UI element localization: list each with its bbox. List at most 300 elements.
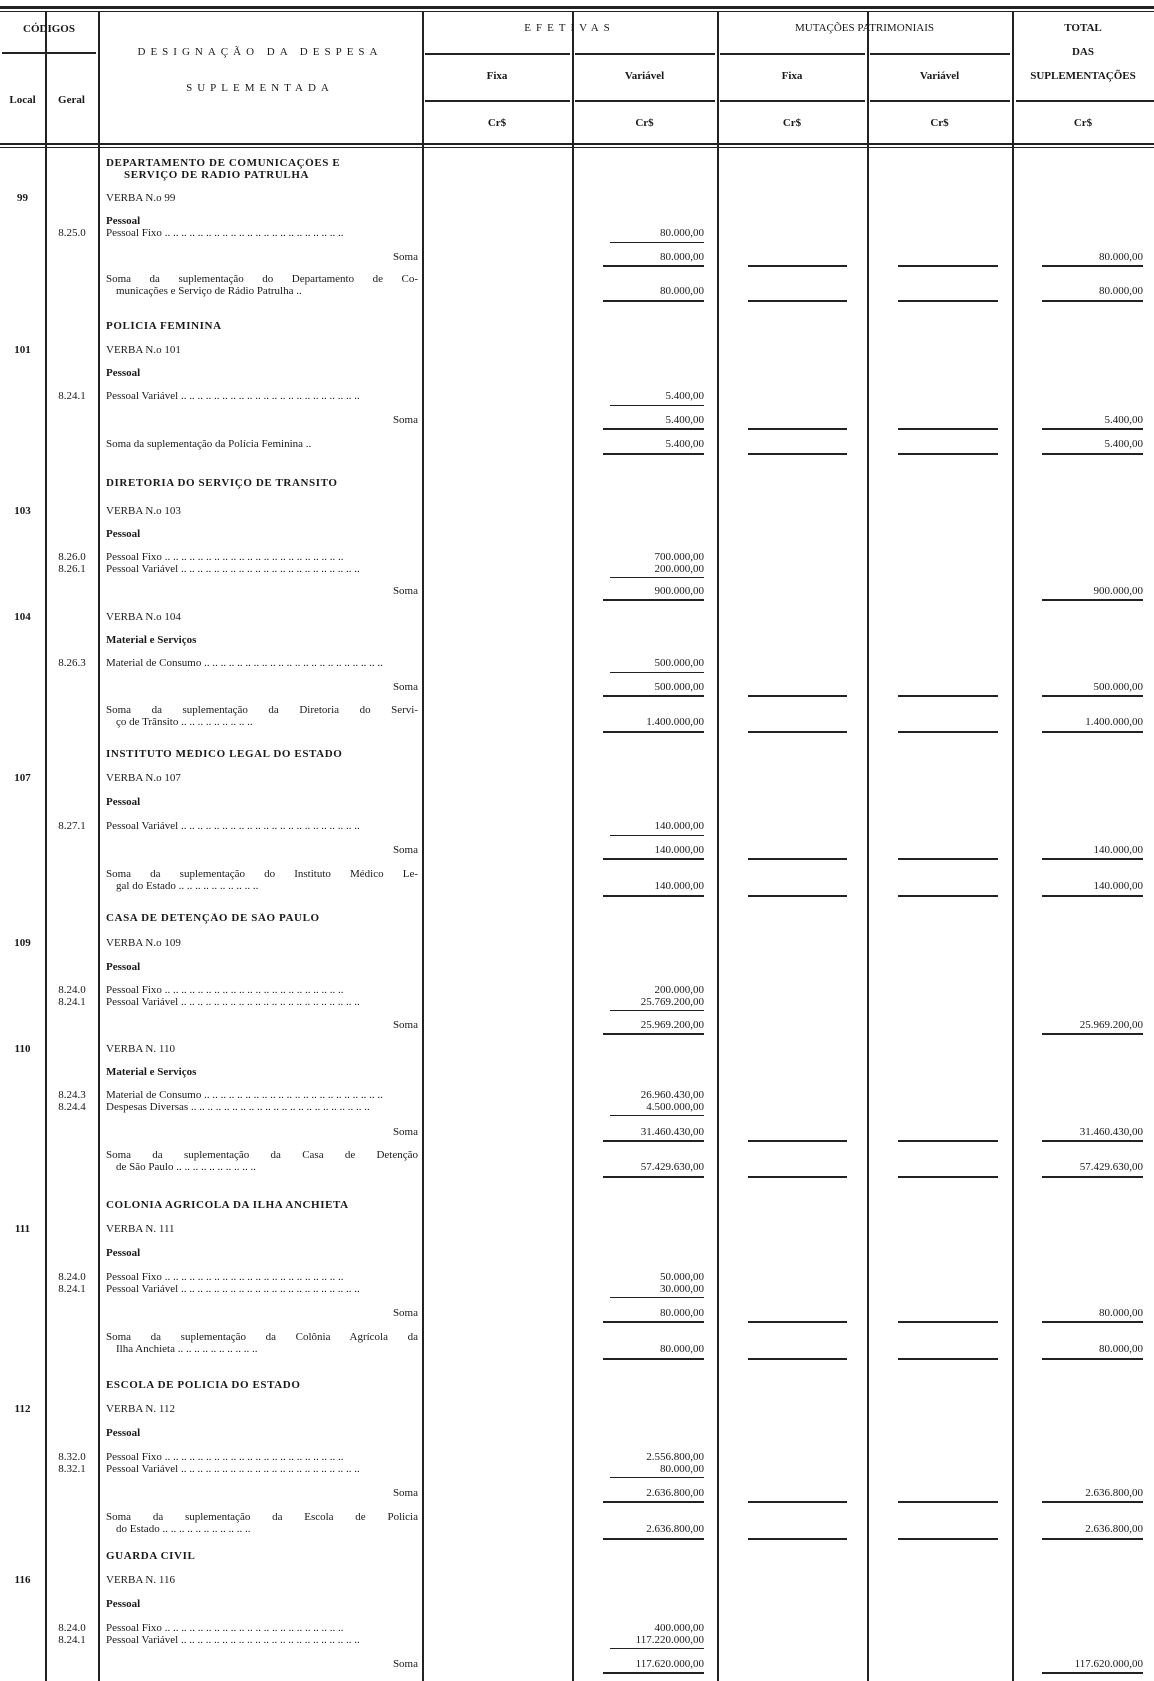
value-line: 200.000,00 [654,562,704,575]
local-code: 112 [14,1403,31,1415]
local-code: 99 [17,192,28,204]
currency-rule [720,100,865,102]
local-code: 109 [14,937,31,949]
efetiva-variavel-value [600,1344,704,1356]
total-value: 57.429.630,00 [1079,1160,1143,1173]
geral-code-line: 8.26.1 [58,562,86,575]
description [106,682,418,694]
total-value: 1.400.000,00 [1085,715,1143,728]
currency-total: Cr$ [1073,117,1093,129]
value-line: 140.000,00 [654,879,704,892]
geral-code [47,1090,97,1113]
underline-rule [748,428,847,430]
description [106,1272,418,1295]
description-line: COLONIA AGRICOLA DA ILHA ANCHIETA [106,1200,349,1211]
total-value: 80.000,00 [1099,1307,1143,1319]
description-line: Soma da suplementação do Instituto Médico Le- [106,869,418,880]
geral-code-line: 8.24.0 [58,984,86,996]
underline-rule [603,453,704,455]
description-line: Soma [392,1308,418,1319]
currency-rule [425,100,570,102]
efetiva-variavel-value [600,286,704,298]
description-line: GUARDA CIVIL [106,1551,196,1562]
underline-rule [603,1140,704,1142]
underline-rule [748,1176,847,1178]
underline-rule [1042,265,1143,267]
description-line: VERBA N.o 104 [106,612,181,623]
description [106,415,418,427]
underline-rule [603,695,704,697]
description-line: Pessoal Fixo .. .. [106,552,418,564]
description-line: municações e Serviço de Rádio Patrulha .. [116,285,302,297]
description-line: Material de Consumo .. .. [106,1090,418,1102]
description [106,1067,418,1079]
description-line: CASA DE DETENÇÃO DE SÃO PAULO [106,913,320,924]
description [106,821,418,833]
description-line: Pessoal Variável .. .. [106,1464,418,1476]
underline-rule [898,731,998,733]
underline-rule [610,1648,704,1649]
description-line: Despesas Diversas .. .. [106,1102,418,1114]
description-line: INSTITUTO MÉDICO LEGAL DO ESTADO [106,749,343,760]
total-value: 500.000,00 [1093,681,1143,693]
top-rule [0,6,1154,9]
total-value: 2.636.800,00 [1085,1522,1143,1535]
description-line: VERBA N.o 99 [106,193,176,204]
description-line: Soma [392,415,418,426]
underline-rule [748,453,847,455]
description [106,1512,418,1535]
underline-rule [748,695,847,697]
description [106,1488,418,1500]
local-code: 101 [14,344,31,356]
underline-rule [603,265,704,267]
geral-code-line: 8.26.3 [58,657,86,669]
description [106,1380,418,1392]
efetiva-variavel-value [600,228,704,240]
underline-rule [610,1477,704,1478]
description [106,1150,418,1173]
value-line: 80.000,00 [660,251,704,263]
description [106,1452,418,1475]
col-divider-efetiva-variavel [717,12,719,1681]
description-line: gal do Estado .. .. .. .. .. .. .. .. .. .. [116,880,259,892]
underline-rule [603,1501,704,1503]
value-line: 80.000,00 [660,284,704,297]
total-value: 80.000,00 [1099,251,1143,263]
total-value: 900.000,00 [1093,585,1143,597]
underline-rule [610,672,704,673]
header-designacao: DESIGNAÇÃO DA DESPESA [137,46,383,58]
description-line: Soma [392,682,418,693]
value-line: 700.000,00 [654,551,704,563]
description [106,1308,418,1320]
efetiva-variavel-value [600,1524,704,1536]
description-line: Pessoal [106,529,141,540]
underline-rule [748,1358,847,1360]
description [106,938,418,950]
header-bottom-rule [0,143,1154,145]
description [106,635,418,647]
value-line: 5.400,00 [665,438,704,450]
underline-rule [1042,695,1143,697]
description-line: Material e Serviços [106,1067,197,1078]
efetiva-variavel-value [600,1488,704,1500]
underline-rule [1042,1033,1143,1035]
col-divider-mutacao-variavel [1012,12,1014,1681]
description-line: Pessoal [106,216,141,227]
description-line: Soma [392,252,418,263]
underline-rule [603,1358,704,1360]
description-line: ço de Trânsito .. .. .. .. .. .. .. .. .. [116,716,253,728]
underline-rule [1042,895,1143,897]
underline-rule [1042,300,1143,302]
geral-code [47,1452,97,1475]
description-line: Pessoal [106,1599,141,1610]
top-rule-thin [0,11,1154,12]
value-line: 30.000,00 [660,1282,704,1295]
description [106,1332,418,1355]
underline-rule [748,895,847,897]
currency-rule [1016,100,1154,102]
description-line: Material e Serviços [106,635,197,646]
underline-rule [1042,1321,1143,1323]
efetiva-variavel-value [600,1162,704,1174]
underline-rule [603,1033,704,1035]
underline-rule [603,428,704,430]
underline-rule [898,300,998,302]
currency-mutacao-variavel: Cr$ [930,117,949,129]
geral-code-line: 8.27.1 [58,820,86,832]
description-line: VERBA N.o 109 [106,938,181,949]
col-divider-local [45,12,47,1681]
value-line: 5.400,00 [665,414,704,426]
underline-rule [603,731,704,733]
subheader-rule [425,53,570,55]
description [106,1575,418,1587]
description-line: do Estado .. .. .. .. .. .. .. .. .. .. .. [116,1523,251,1535]
underline-rule [603,300,704,302]
value-line: 2.636.800,00 [646,1487,704,1499]
underline-rule [603,858,704,860]
currency-efetiva-fixa: Cr$ [487,117,507,129]
efetiva-variavel-value [600,682,704,694]
description-line: de São Paulo .. .. .. .. .. .. .. .. .. .. [116,1161,256,1173]
underline-rule [898,1538,998,1540]
description-line: Pessoal Fixo .. .. [106,985,418,997]
description-line: Pessoal Variável .. .. [106,564,418,576]
description [106,962,418,974]
description [106,368,418,380]
underline-rule [603,1538,704,1540]
geral-code-line: 8.24.1 [58,390,86,402]
header-das: DAS [1071,46,1094,58]
underline-rule [898,1140,998,1142]
description [106,506,418,518]
efetiva-variavel-value [600,1623,704,1646]
description-line: Pessoal Variável .. .. [106,821,418,833]
description-line: Pessoal [106,368,141,379]
codigos-rule [2,52,96,54]
description [106,1090,418,1113]
underline-rule [898,695,998,697]
value-line: 4.500.000,00 [646,1100,704,1113]
underline-rule [610,577,704,578]
total-value: 80.000,00 [1099,1342,1143,1355]
description [106,1248,418,1260]
description [106,193,418,205]
description [106,1127,418,1139]
header-geral: Geral [58,94,85,106]
geral-code [47,391,97,403]
geral-code [47,658,97,670]
header-efetivas: EFETIVAS [524,22,615,34]
value-line: 400.000,00 [654,1622,704,1634]
underline-rule [1042,1358,1143,1360]
header-mutacao-variavel: Variável [919,70,960,82]
value-line: 80.000,00 [660,1307,704,1319]
description [106,658,418,670]
underline-rule [1042,1501,1143,1503]
efetiva-variavel-value [600,391,704,403]
description [106,158,418,181]
geral-code-line: 8.24.0 [58,1271,86,1283]
description-line: Pessoal Variável .. .. [106,997,418,1009]
col-divider-efetiva-fixa [572,12,574,1681]
underline-rule [610,835,704,836]
underline-rule [898,1358,998,1360]
geral-code-line: 8.32.0 [58,1451,86,1463]
efetiva-variavel-value [600,1020,704,1032]
efetiva-variavel-value [600,586,704,598]
efetiva-variavel-value [600,845,704,857]
geral-code-line: 8.24.0 [58,1622,86,1634]
description-line: Pessoal Fixo .. .. [106,1452,418,1464]
description-line: Pessoal Variável .. .. [106,1635,418,1647]
geral-code-line: 8.24.4 [58,1100,86,1113]
underline-rule [603,1176,704,1178]
local-code: 116 [14,1574,31,1586]
header-total: TOTAL [1064,22,1102,34]
geral-code-line: 8.24.3 [58,1089,86,1101]
value-line: 25.969.200,00 [640,1019,704,1031]
value-line: 25.769.200,00 [640,995,704,1008]
value-line: 50.000,00 [660,1271,704,1283]
local-code: 111 [14,1223,31,1235]
geral-code-line: 8.26.0 [58,551,86,563]
description [106,1224,418,1236]
underline-rule [610,405,704,406]
description [106,439,418,451]
value-line: 140.000,00 [654,820,704,832]
underline-rule [898,858,998,860]
value-line: 2.636.800,00 [646,1522,704,1535]
geral-code [47,1272,97,1295]
description [106,1404,418,1416]
description-line: VERBA N. 112 [106,1404,175,1415]
description-line: Soma da suplementação da Casa de Detenção [106,1150,418,1161]
underline-rule [898,453,998,455]
underline-rule [898,1321,998,1323]
col-divider-mutacao-fixa [867,12,869,1681]
efetiva-variavel-value [600,1659,704,1671]
value-line: 80.000,00 [660,227,704,239]
col-divider-geral [98,12,100,1681]
underline-rule [898,265,998,267]
local-code: 103 [14,505,31,517]
value-line: 200.000,00 [654,984,704,996]
value-line: 1.400.000,00 [646,715,704,728]
description [106,1200,418,1212]
description [106,391,418,403]
header-local: Local [9,94,36,106]
underline-rule [610,1010,704,1011]
efetiva-variavel-value [600,821,704,833]
description [106,773,418,785]
total-value: 25.969.200,00 [1079,1019,1143,1031]
currency-rule [870,100,1010,102]
value-line: 57.429.630,00 [640,1160,704,1173]
underline-rule [898,1176,998,1178]
total-value: 31.460.430,00 [1079,1126,1143,1138]
description-line: Soma da suplementação do Departamento de Co- [106,274,418,285]
description [106,913,418,925]
description-line: Pessoal Variável .. .. [106,1284,418,1296]
description-line: Soma [392,845,418,856]
geral-code [47,552,97,575]
underline-rule [1042,1538,1143,1540]
local-code: 107 [14,772,31,784]
description [106,1599,418,1611]
description-line: SERVIÇO DE RADIO PATRULHA [124,169,310,181]
efetiva-variavel-value [600,439,704,451]
description [106,1623,418,1646]
value-line: 80.000,00 [660,1462,704,1475]
description [106,321,418,333]
description-line: Pessoal Fixo .. .. [106,228,418,240]
efetiva-variavel-value [600,1090,704,1113]
description [106,345,418,357]
underline-rule [1042,858,1143,860]
header-suplementacoes: SUPLEMENTAÇÕES [1030,70,1136,82]
efetiva-variavel-value [600,1127,704,1139]
underline-rule [1042,453,1143,455]
efetiva-variavel-value [600,1272,704,1295]
underline-rule [610,1115,704,1116]
description-line: Ilha Anchieta .. .. .. .. .. .. .. .. .. .. [116,1343,258,1355]
efetiva-variavel-value [600,985,704,1008]
value-line: 2.556.800,00 [646,1451,704,1463]
description [106,228,418,240]
description [106,705,418,728]
header-codigos: CÓDIGOS [23,23,75,35]
geral-code-line: 8.24.1 [58,1282,86,1295]
description [106,985,418,1008]
description-line: Pessoal Fixo .. .. [106,1272,418,1284]
efetiva-variavel-value [600,881,704,893]
description [106,1659,418,1671]
description [106,845,418,857]
description-line: Soma da suplementação da Colônia Agrícola da [106,1332,418,1343]
description [106,869,418,892]
description-line: DEPARTAMENTO DE COMUNICAÇÕES E [106,158,341,169]
efetiva-variavel-value [600,415,704,427]
underline-rule [610,242,704,243]
value-line: 31.460.430,00 [640,1126,704,1138]
total-value: 2.636.800,00 [1085,1487,1143,1499]
description-line: Soma [392,586,418,597]
description [106,797,418,809]
subheader-rule [870,53,1010,55]
description-line: Soma [392,1020,418,1031]
total-value: 117.620.000,00 [1074,1658,1143,1670]
description [106,529,418,541]
description-line: Pessoal Fixo .. .. [106,1623,418,1635]
header-bottom-rule-thin [0,147,1154,148]
geral-code [47,1623,97,1646]
description-line: DIRETORIA DO SERVIÇO DE TRANSITO [106,478,338,489]
value-line: 900.000,00 [654,585,704,597]
description-line: Soma [392,1488,418,1499]
header-efetiva-fixa: Fixa [486,70,508,82]
efetiva-variavel-value [600,252,704,264]
description-line: ESCOLA DE POLICIA DO ESTADO [106,1380,301,1391]
description-line: Pessoal [106,797,141,808]
geral-code-line: 8.25.0 [58,227,86,239]
description-line: VERBA N.o 107 [106,773,181,784]
value-line: 140.000,00 [654,844,704,856]
total-value: 5.400,00 [1104,438,1143,450]
description [106,552,418,575]
col-divider-desc [422,12,424,1681]
value-line: 117.220.000,00 [635,1633,704,1646]
header-mutacao-fixa: Fixa [781,70,803,82]
geral-code [47,985,97,1008]
description-line: Soma da suplementação da Diretoria do Servi- [106,705,418,716]
subheader-rule [575,53,715,55]
description [106,1020,418,1032]
underline-rule [748,1140,847,1142]
description-line: Soma [392,1659,418,1670]
efetiva-variavel-value [600,717,704,729]
description [106,612,418,624]
description-line: Pessoal [106,1248,141,1259]
description [106,586,418,598]
header-efetiva-variavel: Variável [624,70,665,82]
geral-code-line: 8.24.1 [58,995,86,1008]
underline-rule [603,599,704,601]
description [106,1551,418,1563]
underline-rule [1042,731,1143,733]
description [106,216,418,228]
header-mutacoes: MUTAÇÕES PATRIMONIAIS [795,22,934,34]
underline-rule [610,1297,704,1298]
underline-rule [1042,599,1143,601]
description-line: Pessoal Variável .. .. [106,391,418,403]
underline-rule [603,1672,704,1674]
efetiva-variavel-value [600,1308,704,1320]
geral-code [47,228,97,240]
underline-rule [898,428,998,430]
description-line: VERBA N.o 103 [106,506,181,517]
description [106,274,418,297]
efetiva-variavel-value [600,1452,704,1475]
value-line: 80.000,00 [660,1342,704,1355]
total-value: 140.000,00 [1093,844,1143,856]
underline-rule [1042,428,1143,430]
underline-rule [1042,1176,1143,1178]
value-line: 500.000,00 [654,681,704,693]
